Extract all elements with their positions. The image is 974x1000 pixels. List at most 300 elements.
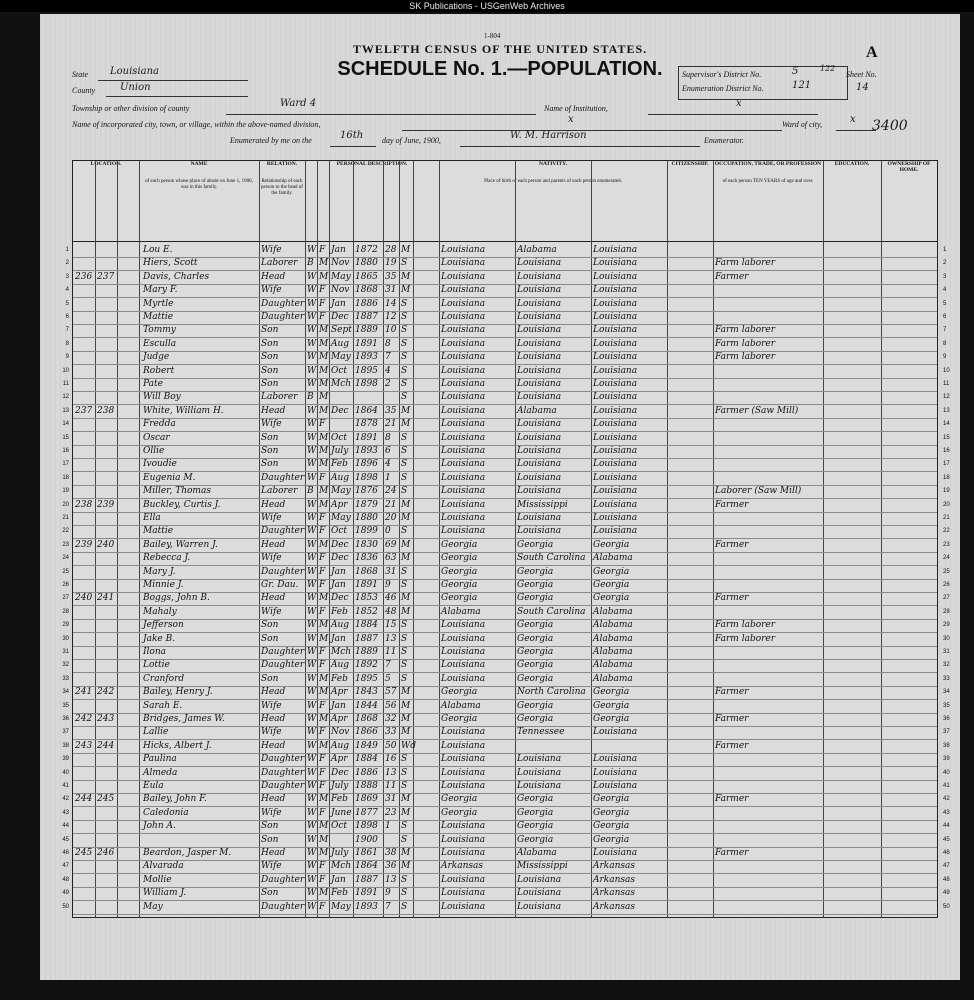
cell-n: 35 xyxy=(62,702,69,709)
cell-rel: Son xyxy=(261,821,279,832)
cell-mo: Feb xyxy=(331,459,348,470)
cell-m: M xyxy=(401,593,411,604)
cell-rel: Wife xyxy=(261,700,282,711)
cell-c: W xyxy=(307,472,317,483)
cell-m: S xyxy=(401,379,408,389)
cell-rel: Wife xyxy=(261,419,282,430)
nativity-subhead: Place of birth of each person and parents of each person enumerated. xyxy=(484,179,622,184)
cell-age: 9 xyxy=(385,580,391,590)
cell-m: M xyxy=(401,539,411,550)
cell-rel: Son xyxy=(261,459,279,470)
margin-note: 3400 xyxy=(872,118,908,134)
cell-m: S xyxy=(401,472,408,483)
census-sheet xyxy=(40,14,960,980)
cell-n: 48 xyxy=(62,876,69,883)
cell-n: 32 xyxy=(943,662,950,669)
cell-occ: Farm laborer xyxy=(715,352,776,363)
cell-age: 7 xyxy=(385,901,391,912)
cell-rel: Wife xyxy=(261,553,282,564)
cell-mb: Louisiana xyxy=(593,754,638,765)
cell-yr: 1868 xyxy=(355,285,378,296)
cell-rel: Head xyxy=(261,794,286,805)
cell-name: Cranford xyxy=(143,673,185,684)
cell-yr: 1830 xyxy=(355,539,378,550)
cell-mo: Nov xyxy=(331,258,350,269)
cell-c: W xyxy=(307,432,317,443)
cell-m: M xyxy=(401,271,411,282)
cell-m: S xyxy=(401,298,408,309)
cell-yr: 1880 xyxy=(355,513,378,523)
cell-pb: Louisiana xyxy=(441,767,486,778)
cell-mb: Arkansas xyxy=(593,901,636,912)
cell-n: 10 xyxy=(62,367,69,374)
cell-fb: Louisiana xyxy=(517,392,562,403)
cell-c: W xyxy=(307,499,317,510)
cell-n: 17 xyxy=(943,461,950,468)
cell-s: F xyxy=(319,580,326,590)
cell-age: 20 xyxy=(385,513,397,523)
cell-name: Mollie xyxy=(143,874,172,885)
cell-pb: Louisiana xyxy=(441,298,486,309)
cell-n: 49 xyxy=(62,890,69,897)
cell-m: S xyxy=(401,459,408,470)
cell-fb: Georgia xyxy=(517,794,554,805)
cell-fb: Louisiana xyxy=(517,285,562,296)
cell-pb: Louisiana xyxy=(441,312,486,322)
group-location: LOCATION. xyxy=(90,161,122,167)
cell-s: F xyxy=(319,727,326,738)
cell-name: May xyxy=(143,901,163,912)
cell-dw: 238 xyxy=(75,499,93,510)
cell-yr: 1868 xyxy=(355,714,378,724)
cell-fb: Georgia xyxy=(517,580,554,590)
cell-rel: Wife xyxy=(261,285,282,296)
enumerator-label: Enumerator. xyxy=(704,136,744,145)
cell-pb: Louisiana xyxy=(441,740,486,751)
cell-n: 13 xyxy=(62,407,69,414)
cell-n: 24 xyxy=(62,555,69,562)
cell-c: W xyxy=(307,365,317,376)
cell-occ: Farmer xyxy=(715,848,749,858)
cell-pb: Louisiana xyxy=(441,673,486,684)
cell-n: 42 xyxy=(62,796,69,803)
cell-pb: Louisiana xyxy=(441,901,486,912)
cell-age: 32 xyxy=(385,714,397,724)
cell-yr: 1880 xyxy=(355,258,378,269)
cell-c: W xyxy=(307,888,317,899)
cell-c: W xyxy=(307,633,317,644)
cell-c: W xyxy=(307,807,317,818)
cell-yr: 1876 xyxy=(355,486,378,497)
cell-rel: Daughter xyxy=(261,566,305,577)
group-education: EDUCATION. xyxy=(834,161,870,167)
cell-c: W xyxy=(307,553,317,564)
cell-c: W xyxy=(307,901,317,912)
cell-mo: Jan xyxy=(331,298,346,309)
cell-fb: Louisiana xyxy=(517,432,562,443)
cell-name: Rebecca J. xyxy=(143,553,191,564)
cell-s: M xyxy=(319,352,329,363)
cell-n: 19 xyxy=(943,488,950,495)
cell-mo: Aug xyxy=(331,338,350,349)
cell-n: 1 xyxy=(65,247,69,253)
page-stamp: 122 xyxy=(820,64,836,73)
cell-mb: Louisiana xyxy=(593,312,638,322)
cell-m: S xyxy=(401,821,408,832)
group-nativity: NATIVITY. xyxy=(539,161,567,167)
cell-c: W xyxy=(307,405,317,416)
cell-n: 26 xyxy=(62,582,69,588)
cell-name: Pate xyxy=(143,379,163,389)
sheet-value: 14 xyxy=(856,82,869,93)
cell-yr: 1861 xyxy=(355,848,378,858)
cell-fb: Georgia xyxy=(517,834,554,845)
group-citizenship: CITIZENSHIP. xyxy=(671,161,709,167)
cell-name: Boggs, John B. xyxy=(143,593,210,604)
cell-rel: Head xyxy=(261,687,286,698)
cell-n: 37 xyxy=(62,729,69,736)
cell-s: F xyxy=(319,513,326,523)
cell-n: 26 xyxy=(943,582,950,588)
cell-n: 38 xyxy=(943,742,950,749)
cell-pb: Georgia xyxy=(441,807,478,818)
cell-occ: Farmer xyxy=(715,499,749,510)
cell-dw: 236 xyxy=(75,271,93,282)
cell-mo: Jan xyxy=(331,566,346,577)
cell-name: Buckley, Curtis J. xyxy=(143,499,221,510)
cell-rel: Son xyxy=(261,338,279,349)
cell-pb: Louisiana xyxy=(441,446,486,456)
cell-n: 3 xyxy=(943,273,947,280)
enumeration-value: 121 xyxy=(792,80,812,91)
cell-yr: 1868 xyxy=(355,566,378,577)
cell-dw: 243 xyxy=(75,740,93,751)
cell-mo: Mch xyxy=(331,861,352,872)
cell-fb: Louisiana xyxy=(517,513,562,523)
cell-s: M xyxy=(319,633,329,644)
day-of-label: day of June, 1900, xyxy=(382,136,441,145)
cell-mb: Alabama xyxy=(593,673,633,684)
cell-m: S xyxy=(401,647,408,657)
table-header xyxy=(73,161,937,242)
cell-mo: Dec xyxy=(331,405,349,416)
cell-age: 24 xyxy=(385,486,397,497)
cell-pb: Louisiana xyxy=(441,432,486,443)
cell-rel: Daughter xyxy=(261,526,305,537)
cell-mo: Apr xyxy=(331,687,348,698)
cell-n: 34 xyxy=(943,689,950,696)
cell-c: W xyxy=(307,539,317,550)
cell-fb: Louisiana xyxy=(517,526,562,537)
cell-c: W xyxy=(307,245,317,255)
cell-age: 0 xyxy=(385,526,391,537)
township-label: Township or other division of county xyxy=(72,104,190,113)
cell-n: 6 xyxy=(943,314,947,320)
cell-m: S xyxy=(401,325,408,336)
cell-mo: July xyxy=(331,781,349,791)
cell-mb: Alabama xyxy=(593,606,633,617)
cell-n: 4 xyxy=(65,287,69,294)
cell-name: Will Boy xyxy=(143,392,181,403)
cell-n: 5 xyxy=(65,300,69,307)
cell-yr: 1898 xyxy=(355,379,378,389)
cell-mo: Jan xyxy=(331,245,346,255)
cell-age: 56 xyxy=(385,700,397,711)
cell-c: W xyxy=(307,338,317,349)
cell-fb: Louisiana xyxy=(517,271,562,282)
cell-mo: Feb xyxy=(331,673,348,684)
cell-age: 33 xyxy=(385,727,397,738)
cell-m: S xyxy=(401,660,408,671)
cell-s: F xyxy=(319,807,326,818)
cell-mb: Louisiana xyxy=(593,338,638,349)
cell-fam: 242 xyxy=(97,687,115,698)
table-row xyxy=(62,900,950,915)
cell-n: 34 xyxy=(62,689,69,696)
cell-rel: Head xyxy=(261,740,286,751)
cell-n: 45 xyxy=(943,836,950,843)
cell-yr: 1888 xyxy=(355,781,378,791)
cell-m: M xyxy=(401,687,411,698)
cell-yr: 1891 xyxy=(355,580,378,590)
cell-yr: 1886 xyxy=(355,767,378,778)
cell-m: S xyxy=(401,874,408,885)
state-value: Louisiana xyxy=(110,66,159,77)
cell-mo: May xyxy=(331,513,351,523)
cell-c: W xyxy=(307,861,317,872)
cell-pb: Arkansas xyxy=(441,861,484,872)
cell-s: F xyxy=(319,526,326,537)
cell-rel: Son xyxy=(261,834,279,845)
cell-n: 41 xyxy=(943,783,950,789)
cell-name: Miller, Thomas xyxy=(143,486,211,497)
cell-pb: Louisiana xyxy=(441,325,486,336)
cell-occ: Farmer xyxy=(715,539,749,550)
cell-c: W xyxy=(307,794,317,805)
cell-pb: Louisiana xyxy=(441,392,486,403)
cell-pb: Louisiana xyxy=(441,888,486,899)
cell-dw: 237 xyxy=(75,405,93,416)
cell-mb: Georgia xyxy=(593,794,630,805)
cell-pb: Louisiana xyxy=(441,365,486,376)
cell-age: 2 xyxy=(385,379,391,389)
cell-name: Jake B. xyxy=(143,633,176,644)
cell-n: 16 xyxy=(943,448,950,454)
cell-s: M xyxy=(319,620,329,631)
cell-mo: June xyxy=(331,807,352,818)
cell-mb: Louisiana xyxy=(593,285,638,296)
cell-s: M xyxy=(319,392,329,403)
cell-fb: Georgia xyxy=(517,660,554,671)
cell-n: 32 xyxy=(62,662,69,669)
cell-n: 31 xyxy=(943,649,950,655)
cell-s: F xyxy=(319,660,326,671)
cell-fb: Louisiana xyxy=(517,874,562,885)
cell-fb: Georgia xyxy=(517,566,554,577)
cell-rel: Daughter xyxy=(261,472,305,483)
cell-mb: Georgia xyxy=(593,821,630,832)
cell-fb: Louisiana xyxy=(517,446,562,456)
cell-name: Hiers, Scott xyxy=(143,258,198,269)
cell-rel: Laborer xyxy=(261,486,298,497)
cell-fam: 244 xyxy=(97,740,115,751)
cell-n: 18 xyxy=(62,474,69,481)
cell-rel: Daughter xyxy=(261,901,305,912)
cell-name: Bailey, Warren J. xyxy=(143,539,218,550)
cell-name: Minnie J. xyxy=(143,580,184,590)
cell-occ: Farm laborer xyxy=(715,338,776,349)
cell-mb: Louisiana xyxy=(593,499,638,510)
cell-n: 39 xyxy=(62,756,69,763)
cell-mb: Georgia xyxy=(593,593,630,604)
cell-age: 12 xyxy=(385,312,397,322)
cell-mb: Louisiana xyxy=(593,392,638,403)
cell-yr: 1899 xyxy=(355,526,378,537)
cell-s: F xyxy=(319,874,326,885)
cell-rel: Wife xyxy=(261,606,282,617)
cell-m: S xyxy=(401,834,408,845)
cell-age: 13 xyxy=(385,767,397,778)
cell-c: W xyxy=(307,593,317,604)
cell-s: M xyxy=(319,888,329,899)
cell-fam: 240 xyxy=(97,539,115,550)
cell-mb: Arkansas xyxy=(593,888,636,899)
group-occupation: OCCUPATION, TRADE, OR PROFESSION xyxy=(714,161,822,167)
ward-label: Ward of city, xyxy=(782,120,823,129)
cell-pb: Louisiana xyxy=(441,513,486,523)
cell-occ: Farm laborer xyxy=(715,633,776,644)
cell-m: S xyxy=(401,446,408,456)
cell-c: W xyxy=(307,352,317,363)
cell-rel: Son xyxy=(261,365,279,376)
cell-fb: Georgia xyxy=(517,807,554,818)
cell-n: 28 xyxy=(943,608,950,615)
cell-pb: Louisiana xyxy=(441,499,486,510)
cell-c: W xyxy=(307,834,317,845)
cell-mo: Sept xyxy=(331,325,352,336)
cell-yr: 1879 xyxy=(355,499,378,510)
cell-rel: Head xyxy=(261,539,286,550)
cell-n: 42 xyxy=(943,796,950,803)
cell-name: Davis, Charles xyxy=(143,271,210,282)
cell-s: M xyxy=(319,539,329,550)
cell-name: Ollie xyxy=(143,446,165,456)
cell-age: 36 xyxy=(385,861,397,872)
cell-n: 33 xyxy=(943,675,950,682)
cell-n: 6 xyxy=(65,314,69,320)
cell-fb: Mississippi xyxy=(517,861,568,872)
cell-n: 50 xyxy=(943,903,950,910)
cell-mb: Alabama xyxy=(593,660,633,671)
cell-pb: Louisiana xyxy=(441,526,486,537)
cell-m: Wd xyxy=(401,740,417,751)
cell-pb: Louisiana xyxy=(441,459,486,470)
cell-s: F xyxy=(319,312,326,322)
cell-s: M xyxy=(319,593,329,604)
cell-m: S xyxy=(401,566,408,577)
cell-s: F xyxy=(319,245,326,255)
institution-value: x xyxy=(736,98,742,109)
cell-m: M xyxy=(401,714,411,724)
cell-pb: Alabama xyxy=(441,700,481,711)
cell-rel: Son xyxy=(261,446,279,456)
enumerated-label: Enumerated by me on the xyxy=(230,136,312,145)
cell-age: 21 xyxy=(385,419,397,430)
cell-dw: 245 xyxy=(75,848,93,858)
cell-fam: 246 xyxy=(97,848,115,858)
cell-m: M xyxy=(401,553,411,564)
group-personal: PERSONAL DESCRIPTION. xyxy=(336,161,408,167)
cell-yr: 1884 xyxy=(355,754,378,765)
cell-pb: Louisiana xyxy=(441,419,486,430)
cell-age: 9 xyxy=(385,888,391,899)
cell-pb: Louisiana xyxy=(441,754,486,765)
cell-s: F xyxy=(319,901,326,912)
cell-mb: Louisiana xyxy=(593,727,638,738)
county-value: Union xyxy=(120,82,151,93)
cell-fb: Louisiana xyxy=(517,767,562,778)
cell-s: F xyxy=(319,861,326,872)
cell-age: 48 xyxy=(385,606,397,617)
cell-c: W xyxy=(307,379,317,389)
cell-mb: Louisiana xyxy=(593,271,638,282)
cell-mb: Louisiana xyxy=(593,298,638,309)
cell-pb: Louisiana xyxy=(441,633,486,644)
cell-mo: Nov xyxy=(331,285,350,296)
cell-n: 41 xyxy=(62,783,69,789)
cell-age: 7 xyxy=(385,352,391,363)
cell-m: S xyxy=(401,633,408,644)
cell-yr: 1896 xyxy=(355,459,378,470)
cell-name: Sarah E. xyxy=(143,700,183,711)
cell-n: 38 xyxy=(62,742,69,749)
cell-pb: Louisiana xyxy=(441,848,486,858)
cell-m: M xyxy=(401,807,411,818)
cell-fb: Louisiana xyxy=(517,379,562,389)
cell-m: M xyxy=(401,794,411,805)
cell-n: 27 xyxy=(943,595,950,602)
cell-m: S xyxy=(401,767,408,778)
cell-age: 50 xyxy=(385,740,397,751)
cell-n: 3 xyxy=(65,273,69,280)
cell-m: M xyxy=(401,848,411,858)
cell-mo: Apr xyxy=(331,754,348,765)
cell-c: W xyxy=(307,781,317,791)
cell-yr: 1891 xyxy=(355,888,378,899)
cell-name: Myrtle xyxy=(143,298,174,309)
cell-yr: 1900 xyxy=(355,834,378,845)
cell-n: 46 xyxy=(943,850,950,856)
cell-age: 7 xyxy=(385,660,391,671)
cell-c: W xyxy=(307,848,317,858)
cell-mb: Louisiana xyxy=(593,325,638,336)
cell-name: Esculla xyxy=(143,338,177,349)
cell-n: 29 xyxy=(943,622,950,629)
cell-fb: Louisiana xyxy=(517,352,562,363)
cell-mb: Georgia xyxy=(593,714,630,724)
cell-dw: 244 xyxy=(75,794,93,805)
cell-s: M xyxy=(319,486,329,497)
cell-m: M xyxy=(401,405,411,416)
cell-n: 22 xyxy=(62,528,69,535)
cell-mb: Louisiana xyxy=(593,379,638,389)
cell-n: 21 xyxy=(943,515,950,521)
cell-fb: Louisiana xyxy=(517,312,562,322)
institution-label: Name of Institution, xyxy=(544,104,608,113)
cell-c: W xyxy=(307,513,317,523)
cell-age: 31 xyxy=(385,566,397,577)
cell-mo: Apr xyxy=(331,714,348,724)
